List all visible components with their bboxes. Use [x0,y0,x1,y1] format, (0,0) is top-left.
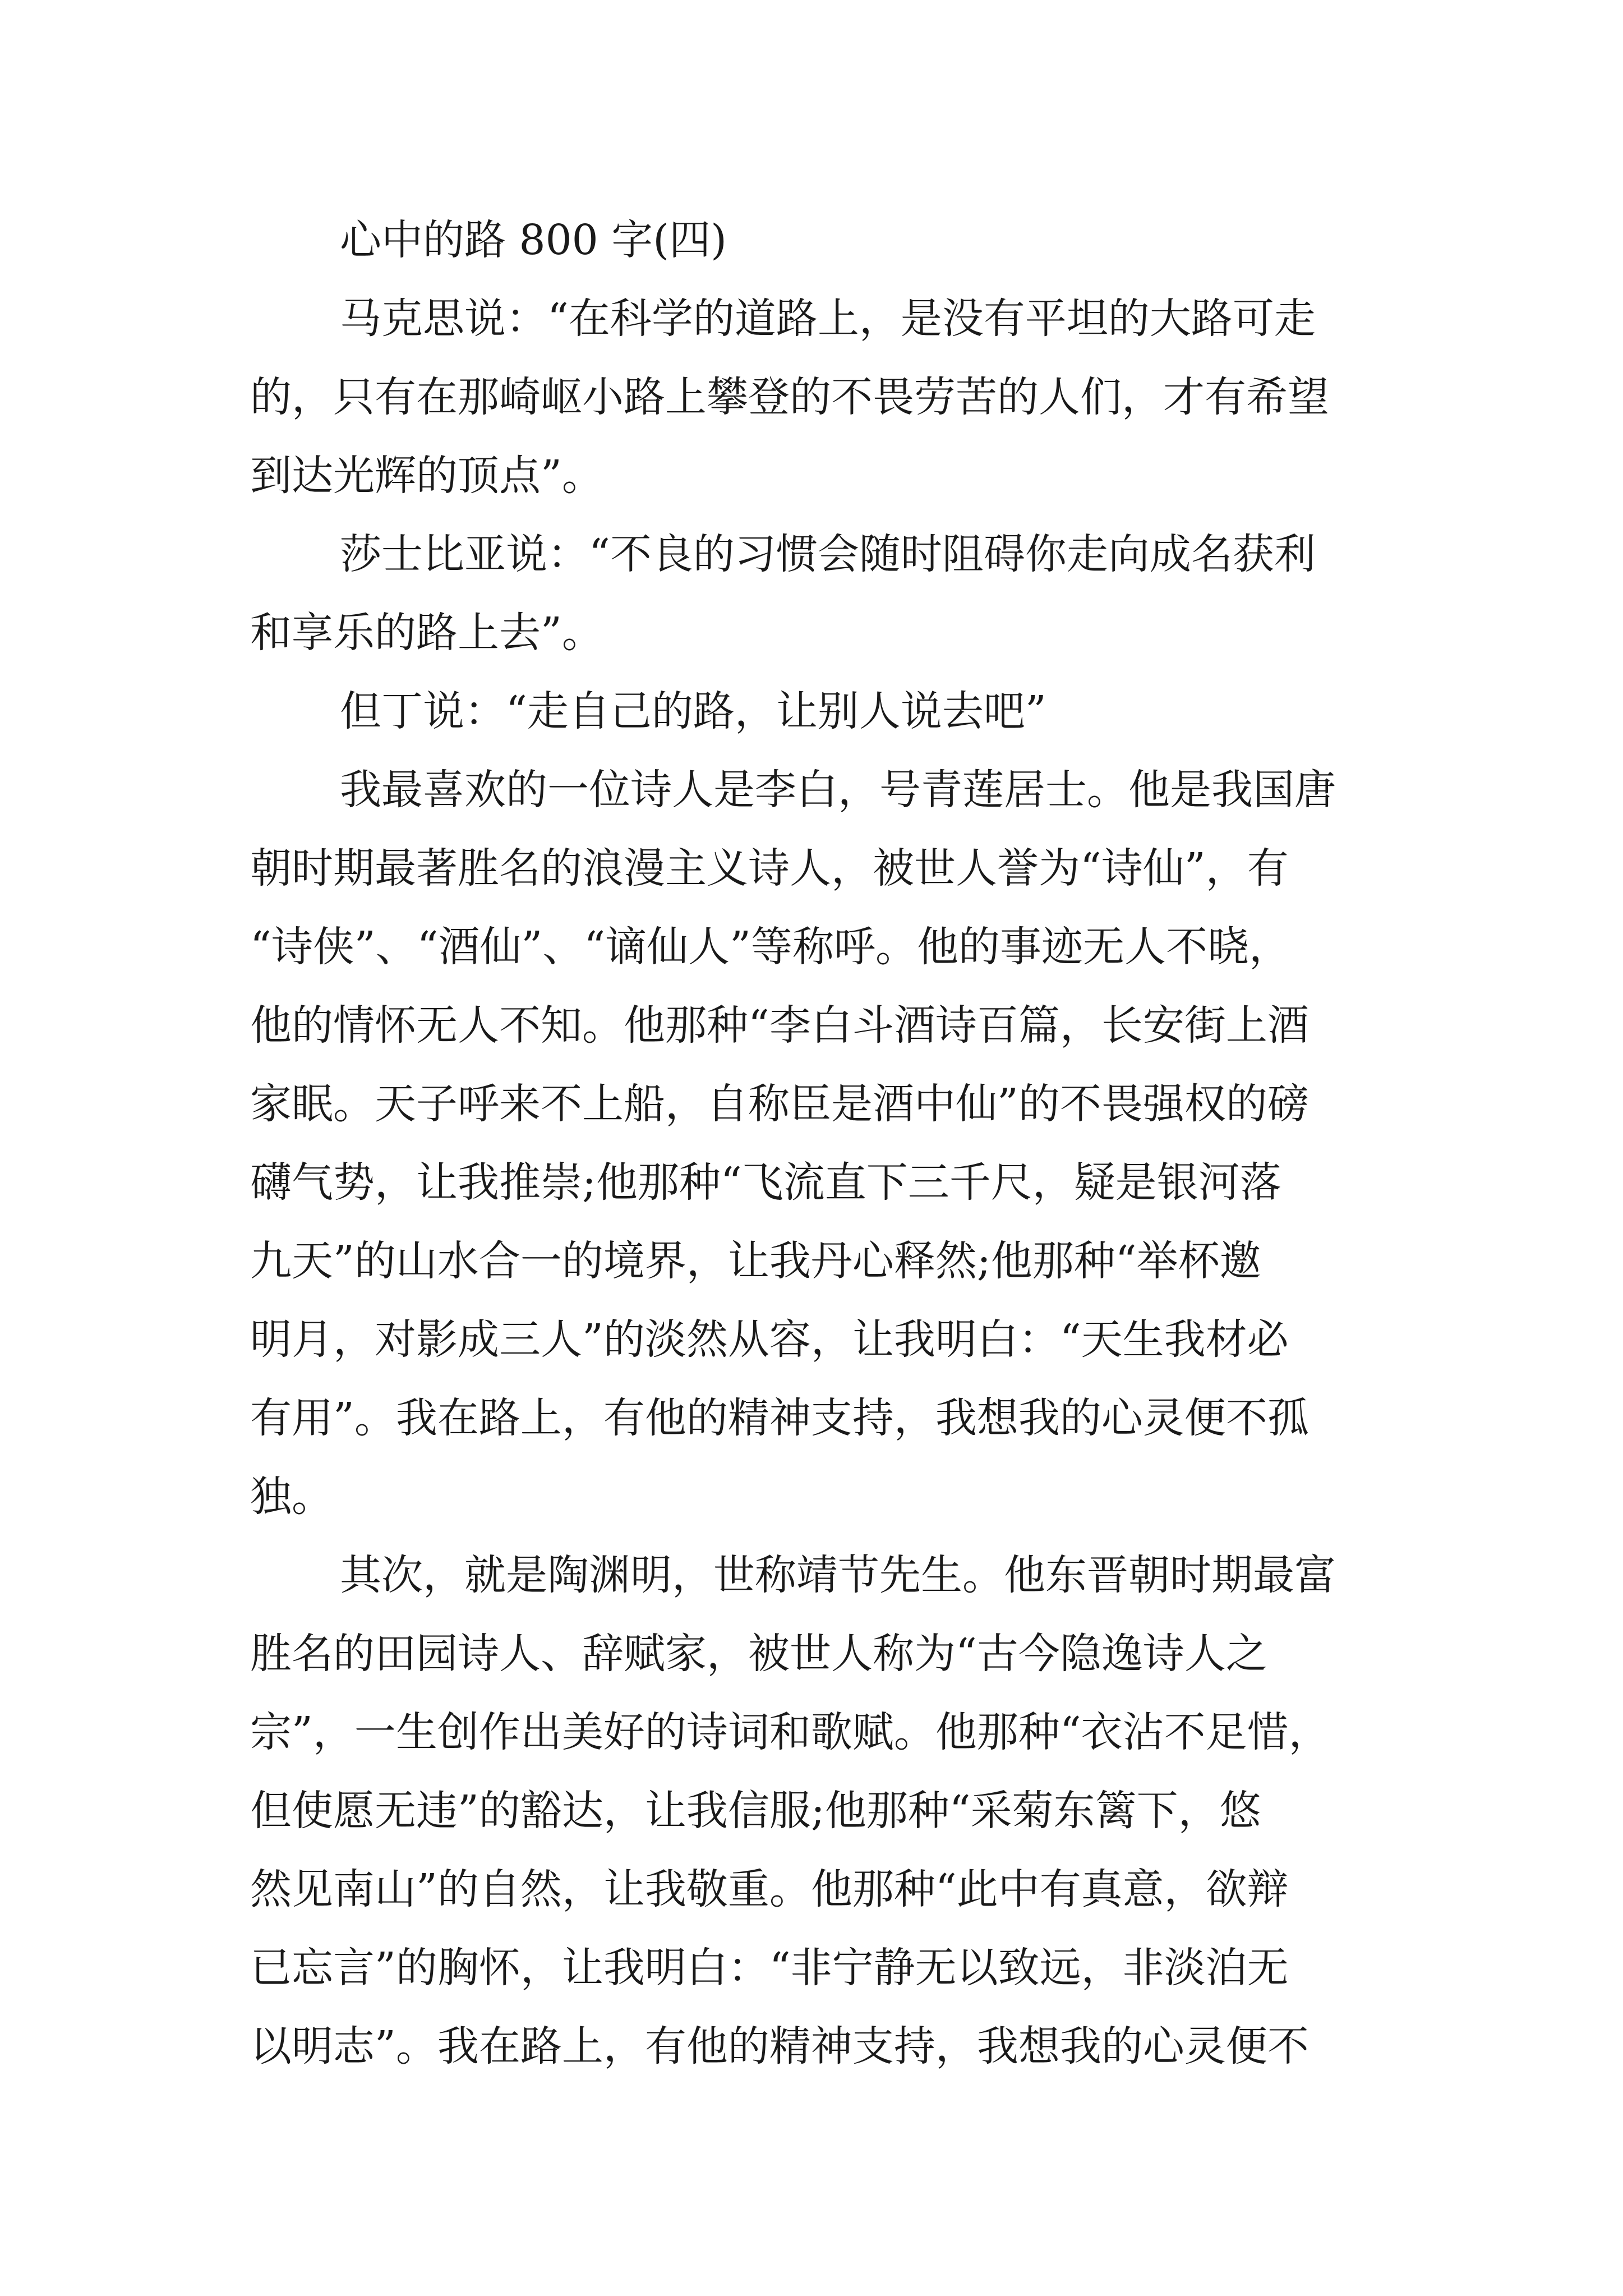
paragraph-line: 莎士比亚说：“不良的习惯会随时阻碍你走向成名获利 [340,530,1316,578]
paragraph-line: 但使愿无违”的豁达，让我信服;他那种“采菊东篱下，悠 [250,1787,1261,1835]
paragraph-line: 的，只有在那崎岖小路上攀登的不畏劳苦的人们，才有希望 [250,373,1329,421]
paragraph-line: 家眠。天子呼来不上船，自称臣是酒中仙”的不畏强权的磅 [250,1080,1309,1128]
paragraph-line: 有用”。我在路上，有他的精神支持，我想我的心灵便不孤 [250,1394,1309,1442]
paragraph-line: 礴气势，让我推崇;他那种“飞流直下三千尺，疑是银河落 [250,1158,1281,1207]
paragraph-line: 到达光辉的顶点”。 [250,452,603,500]
paragraph-line: 明月，对影成三人”的淡然从容，让我明白：“天生我材必 [250,1315,1289,1364]
paragraph-line: 九天”的山水合一的境界，让我丹心释然;他那种“举杯邀 [250,1237,1261,1285]
paragraph-line: 他的情怀无人不知。他那种“李白斗酒诗百篇，长安街上酒 [250,1001,1309,1050]
paragraph-line: 和享乐的路上去”。 [250,609,603,657]
paragraph-line: “诗侠”、“酒仙”、“谪仙人”等称呼。他的事迹无人不晓， [250,923,1290,971]
document-title: 心中的路 800 字(四) [340,216,727,264]
paragraph-line: 然见南山”的自然，让我敬重。他那种“此中有真意，欲辩 [250,1865,1289,1913]
paragraph-line: 朝时期最著胜名的浪漫主义诗人，被世人誉为“诗仙”，有 [250,844,1289,892]
paragraph-line: 胜名的田园诗人、辞赋家，被世人称为“古今隐逸诗人之 [250,1630,1267,1678]
paragraph-line: 已忘言”的胸怀，让我明白：“非宁静无以致远，非淡泊无 [250,1944,1289,1992]
paragraph-line: 我最喜欢的一位诗人是李白，号青莲居士。他是我国唐 [340,766,1336,814]
paragraph-line: 以明志”。我在路上，有他的精神支持，我想我的心灵便不 [250,2022,1309,2070]
paragraph-line: 宗”，一生创作出美好的诗词和歌赋。他那种“衣沾不足惜， [250,1708,1330,1756]
paragraph-line: 但丁说：“走自己的路，让别人说去吧” [340,687,1046,735]
paragraph-line: 独。 [250,1473,333,1521]
paragraph-line: 其次，就是陶渊明，世称靖节先生。他东晋朝时期最富 [340,1551,1336,1599]
paragraph-line: 马克思说：“在科学的道路上，是没有平坦的大路可走 [340,295,1316,343]
